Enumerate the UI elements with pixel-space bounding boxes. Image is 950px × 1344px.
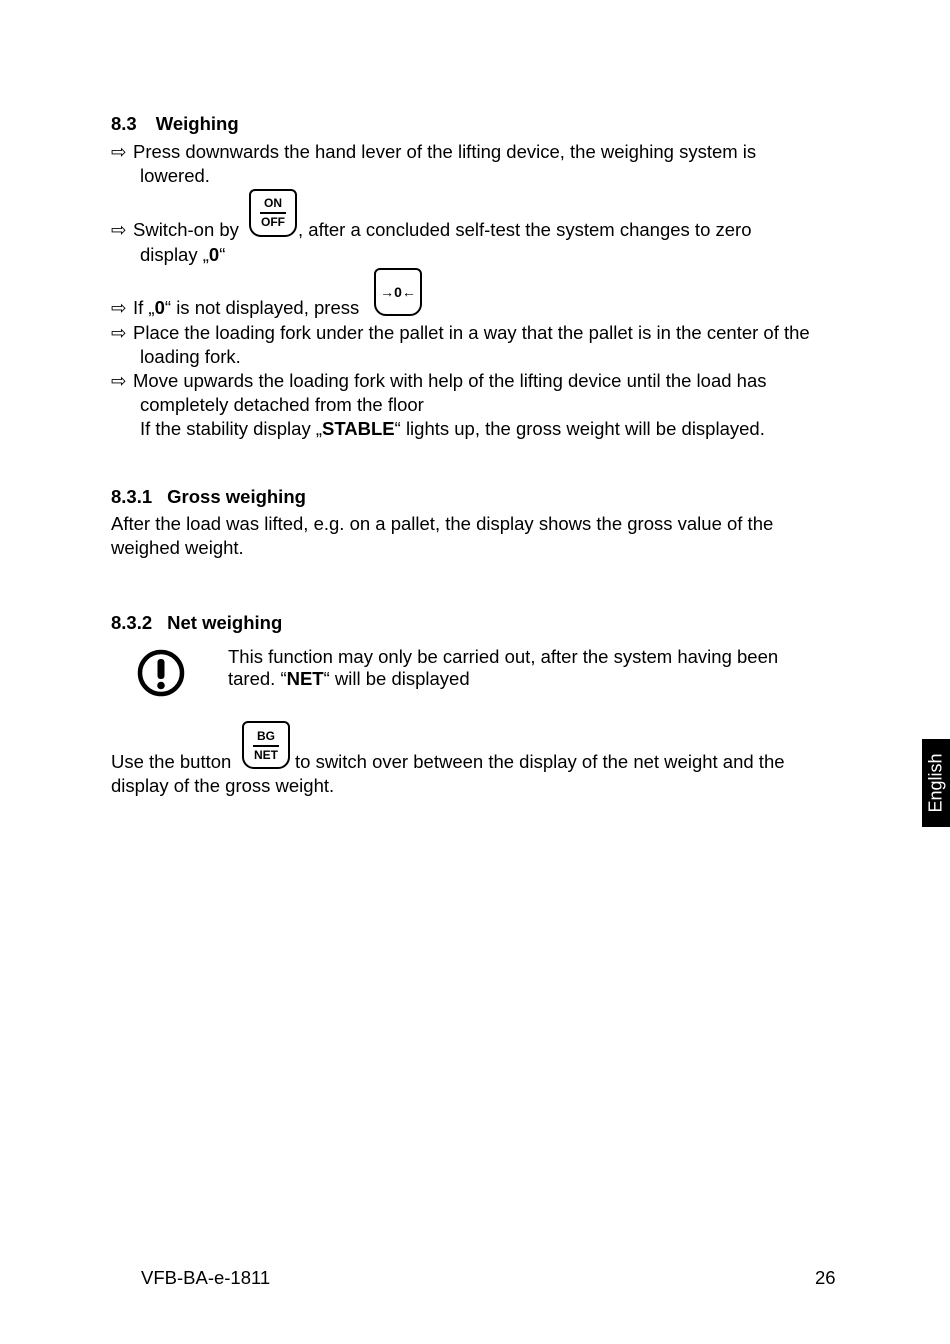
language-tab [922,739,950,827]
arrow-icon: ⇨ [111,141,127,162]
section-number: 8.3.2 [111,612,153,633]
step-5-line-3: If the stability display „STABLE“ lights up, the gross weight will be displayed. [140,418,765,439]
language-tab-label: English [925,753,946,813]
arrow-icon: ⇨ [111,370,127,391]
step-3-line: ⇨ If „0“ is not displayed, press [111,297,360,318]
section-number: 8.3 [111,113,137,134]
step-5-line-1: ⇨ Move upwards the loading fork with help of the lifting device until the load has [111,370,767,391]
step-1-line-1: ⇨ Press downwards the hand lever of the lifting device, the weighing system is [111,141,757,162]
net-note-line-1: This function may only be carried out, after the system having been [228,646,779,667]
arrow-icon: ⇨ [111,219,127,240]
step-4-line-1: ⇨ Place the loading fork under the pallet in a way that the pallet is in the center of the [111,322,810,343]
step-4-line-2: loading fork. [140,346,241,367]
use-button-line-1-cont: to switch over between the display of the net weight and the [295,751,785,772]
gross-paragraph-line-2: weighed weight. [111,537,244,558]
section-heading-8-3-1 [111,486,306,508]
on-off-key-icon: ON OFF [249,189,297,237]
footer-page-number: 26 [815,1267,836,1288]
step-2-line-1-cont: , after a concluded self-test the system changes to zero [298,219,752,240]
net-note-line-2: tared. “NET“ will be displayed [228,668,470,689]
section-number: 8.3.1 [111,486,153,507]
step-1-line-2: lowered. [140,165,210,186]
section-heading-8-3 [111,113,239,135]
warning-exclamation-icon [136,648,186,698]
arrow-icon: ⇨ [111,297,127,318]
arrow-icon: ⇨ [111,322,127,343]
section-title: Gross weighing [167,486,306,507]
bg-net-key-icon: BG NET [242,721,290,769]
use-button-line-1: Use the button [111,751,232,772]
section-title: Net weighing [167,612,283,633]
step-2-line-2: display „0“ [140,244,226,265]
section-heading-8-3-2 [111,612,282,634]
use-button-line-2: display of the gross weight. [111,775,335,796]
section-title: Weighing [155,113,239,134]
gross-paragraph-line-1: After the load was lifted, e.g. on a pallet, the display shows the gross value of the [111,513,774,534]
footer-doc-id: VFB-BA-e-1811 [141,1267,271,1288]
step-2-line-1: ⇨ Switch-on by [111,219,239,240]
zero-key-icon: →0← [374,268,422,316]
step-5-line-2: completely detached from the floor [140,394,424,415]
